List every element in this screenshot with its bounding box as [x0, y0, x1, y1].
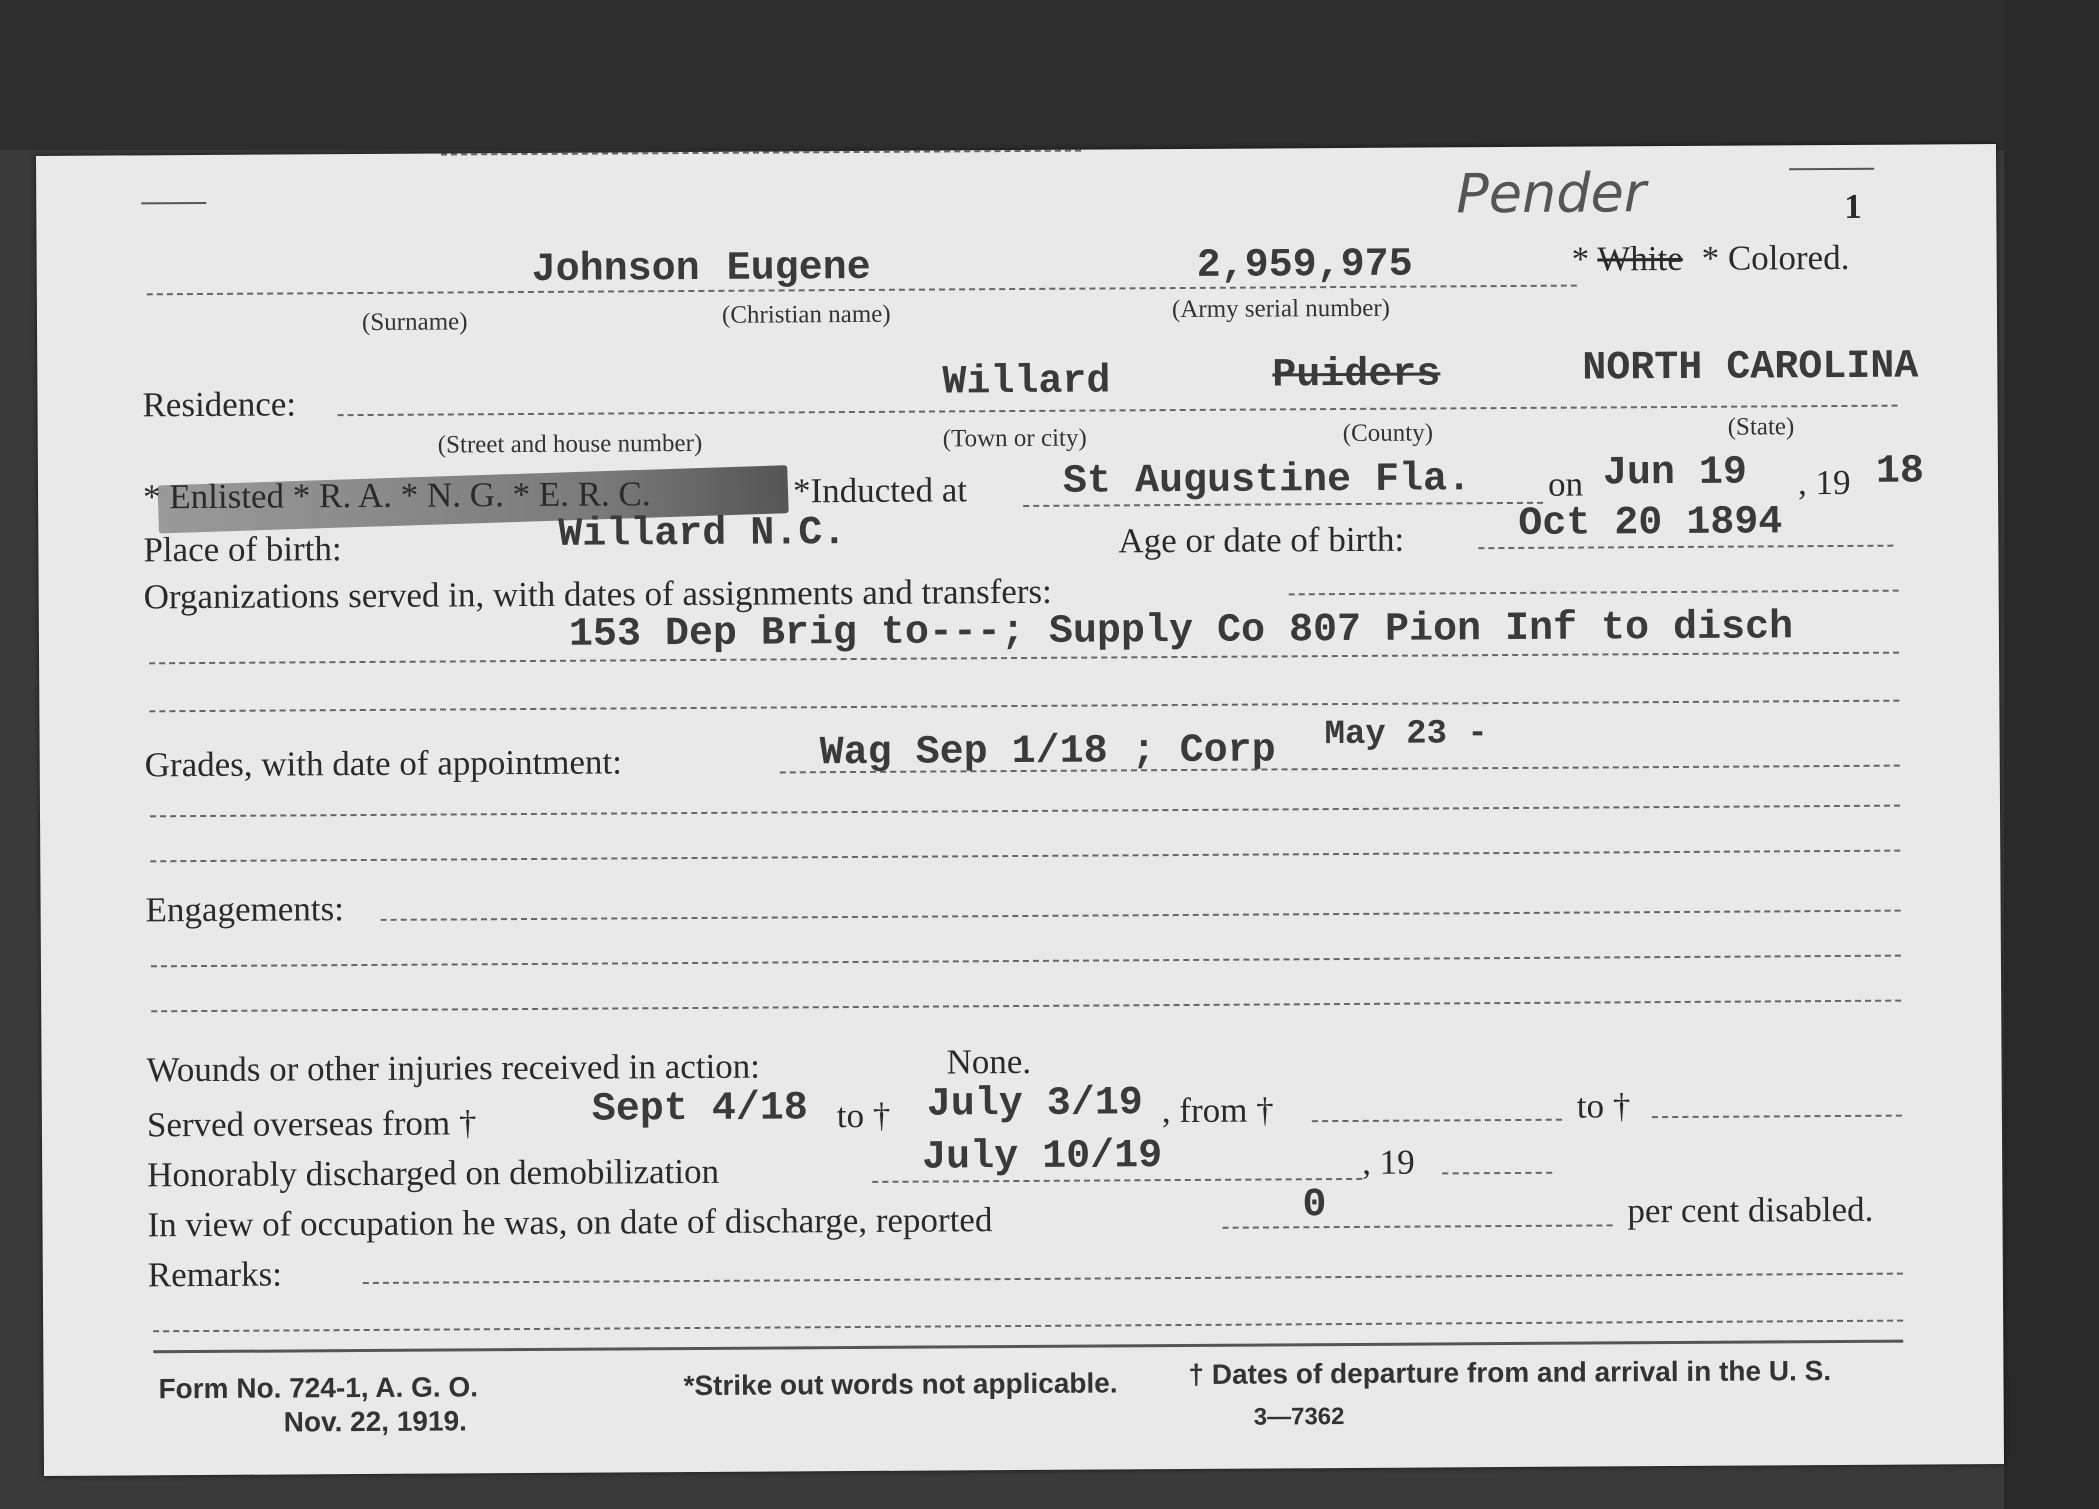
discharge-date-value: July 10/19: [921, 1134, 1163, 1181]
handwritten-county: Pender: [1456, 161, 1647, 226]
grades-line-3: [150, 850, 1900, 863]
grades-value-2: May 23 -: [1324, 715, 1488, 755]
caption-surname: (Surname): [361, 308, 468, 337]
residence-label: Residence:: [142, 384, 297, 425]
grades-line-2: [150, 805, 1900, 818]
caption-state: (State): [1727, 413, 1795, 441]
discharge-year-prefix: , 19: [1362, 1142, 1415, 1182]
christian-name-value: Eugene: [726, 245, 871, 292]
overseas-from-value: Sept 4/18: [591, 1086, 809, 1133]
date-of-birth-value: Oct 20 1894: [1518, 500, 1783, 547]
caption-christian-name: (Christian name): [721, 300, 891, 329]
grades-value: Wag Sep 1/18 ; Corp: [819, 728, 1276, 777]
enlistment-options: * Enlisted * R. A. * N. G. * E. R. C.: [142, 474, 651, 517]
date-of-birth-label: Age or date of birth:: [1118, 519, 1405, 561]
overseas-to-value: July 3/19: [926, 1081, 1143, 1128]
discharge-year-line: [1442, 1172, 1552, 1175]
place-of-birth-label: Place of birth:: [143, 529, 342, 570]
disability-line: [1223, 1224, 1613, 1228]
residence-state-value: NORTH CAROLINA: [1582, 344, 1919, 392]
residence-county-value: Puiders: [1272, 352, 1441, 399]
disability-suffix: per cent disabled.: [1627, 1189, 1874, 1231]
wounds-value: None.: [946, 1041, 1032, 1082]
organizations-line-1: [1289, 590, 1899, 596]
overseas-from2-label: , from †: [1161, 1090, 1274, 1131]
disability-value: 0: [1302, 1183, 1327, 1229]
engagements-label: Engagements:: [145, 889, 344, 930]
grades-label: Grades, with date of appointment:: [144, 742, 623, 785]
caption-town: (Town or city): [942, 424, 1087, 453]
surname-value: Johnson: [531, 246, 700, 293]
top-left-rule: [141, 202, 206, 204]
year-prefix: , 19: [1797, 462, 1851, 503]
scanner-backdrop-top: [0, 0, 2099, 150]
form-number: Form No. 724-1, A. G. O.: [158, 1371, 479, 1405]
overseas-to2-label: to †: [1576, 1086, 1631, 1126]
page-number: 1: [1844, 186, 1862, 226]
remarks-line-2: [153, 1320, 1903, 1333]
birth-place-line: [441, 150, 1081, 156]
disability-label: In view of occupation he was, on date of discharge, reported: [147, 1200, 993, 1245]
organizations-value: 153 Dep Brig to---; Supply Co 807 Pion Inf to disch: [568, 605, 1794, 658]
serial-number-value: 2,959,975: [1196, 242, 1413, 289]
caption-serial-number: (Army serial number): [1171, 294, 1391, 324]
organizations-label: Organizations served in, with dates of assignments and transfers:: [143, 571, 1052, 617]
induction-year-value: 18: [1875, 449, 1925, 495]
remarks-label: Remarks:: [147, 1254, 283, 1295]
engagements-line-1: [381, 910, 1901, 921]
overseas-from2-line: [1312, 1119, 1562, 1123]
discharge-label: Honorably discharged on demobilization: [147, 1151, 720, 1195]
on-label: on: [1547, 464, 1584, 504]
inducted-at-value: St Augustine Fla.: [1062, 457, 1472, 505]
organizations-line-3: [149, 700, 1899, 713]
residence-town-value: Willard: [942, 359, 1111, 406]
strike-note: *Strike out words not applicable.: [683, 1367, 1118, 1402]
print-code: 3—7362: [1253, 1403, 1345, 1431]
race-colored-option: * Colored.: [1701, 237, 1850, 278]
overseas-to2-line: [1652, 1115, 1902, 1119]
form-date: Nov. 22, 1919.: [283, 1405, 467, 1438]
top-right-rule: [1789, 168, 1874, 171]
induction-date-value: Jun 19: [1602, 450, 1748, 497]
caption-street: (Street and house number): [437, 429, 703, 459]
service-record-card: [36, 144, 2004, 1476]
scanner-backdrop-right: [2004, 0, 2099, 1509]
dates-note: † Dates of departure from and arrival in the U. S.: [1188, 1355, 1832, 1390]
wounds-label: Wounds or other injuries received in action:: [146, 1046, 761, 1090]
remarks-line-1: [363, 1273, 1903, 1284]
residence-line: [338, 405, 1898, 417]
inducted-label: *Inducted at: [792, 470, 968, 511]
footer-rule: [153, 1340, 1903, 1354]
caption-county: (County): [1342, 419, 1434, 448]
engagements-line-3: [151, 1000, 1901, 1013]
place-of-birth-value: Willard N.C.: [558, 511, 847, 558]
overseas-to-label: to †: [836, 1095, 891, 1136]
overseas-from-label: Served overseas from †: [146, 1103, 477, 1145]
engagements-line-2: [151, 955, 1901, 968]
race-white-option: * White: [1571, 238, 1683, 279]
